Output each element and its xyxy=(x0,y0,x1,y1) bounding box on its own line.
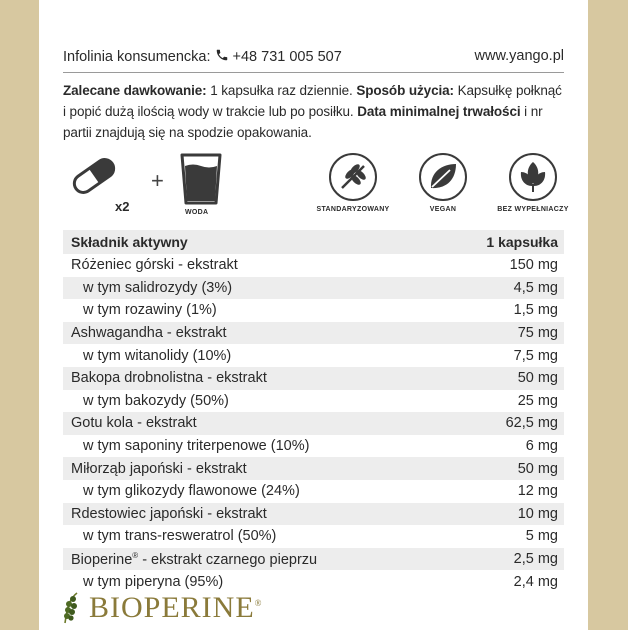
glass-icon xyxy=(179,152,223,211)
hotline xyxy=(63,48,342,66)
ingredient-name: Bakopa drobnolistna - ekstrakt xyxy=(71,370,267,387)
ingredient-name: Różeniec górski - ekstrakt xyxy=(71,257,238,274)
water-label: WODA xyxy=(185,209,209,216)
ingredient-name: w tym witanolidy (10%) xyxy=(83,347,232,364)
badge-label: VEGAN xyxy=(429,206,457,213)
divider xyxy=(63,72,564,73)
ingredients-table xyxy=(63,230,564,593)
table-row xyxy=(63,390,564,413)
badge-standardized xyxy=(303,152,403,213)
ingredient-name: w tym rozawiny (1%) xyxy=(83,302,217,319)
col-amount: 1 kapsułka xyxy=(486,234,558,250)
contact-line xyxy=(63,48,564,66)
badge-label: BEZ WYPEŁNIACZY xyxy=(497,206,569,213)
table-row xyxy=(63,412,564,435)
ingredient-name: w tym salidrozydy (3%) xyxy=(83,279,233,296)
ingredient-amount: 50 mg xyxy=(517,370,558,387)
ingredient-name: w tym trans-resweratrol (50%) xyxy=(83,528,277,545)
badge-no-fillers xyxy=(483,152,583,213)
usage-label: Sposób użycia: xyxy=(356,83,454,98)
table-row xyxy=(63,525,564,548)
table-row xyxy=(63,570,564,593)
ingredient-name: Ashwagandha - ekstrakt xyxy=(71,325,227,342)
capsule-count: x2 xyxy=(115,199,130,214)
expiry-label: Data minimalnej trwałości xyxy=(357,104,521,119)
table-row xyxy=(63,277,564,300)
table-row xyxy=(63,367,564,390)
leaves-icon xyxy=(508,152,558,202)
ingredient-amount: 50 mg xyxy=(517,460,558,477)
ingredient-name: Bioperine® - ekstrakt czarnego pieprzu xyxy=(71,550,318,568)
phone-number[interactable]: +48 731 005 507 xyxy=(232,49,342,65)
table-header xyxy=(63,230,564,254)
plus-sign: + xyxy=(151,168,164,193)
expiry-text: i nr partii znajdują się na spodzie opakowania. xyxy=(63,104,543,140)
ingredient-amount: 62,5 mg xyxy=(505,415,558,432)
hotline-label: Infolinia konsumencka: xyxy=(63,49,211,65)
icons-row xyxy=(63,152,569,222)
ingredient-amount: 5 mg xyxy=(525,528,558,545)
ingredient-amount: 150 mg xyxy=(509,257,558,274)
ingredient-name: Rdestowiec japoński - ekstrakt xyxy=(71,505,267,522)
dose-label: Zalecane dawkowanie: xyxy=(63,83,207,98)
usage-text: Kapsułkę połknąć i popić dużą ilością wody w trakcie lub po posiłku. xyxy=(63,83,562,119)
table-row xyxy=(63,548,564,571)
pepper-vine-icon xyxy=(59,591,85,625)
ingredient-name: w tym bakozydy (50%) xyxy=(83,392,229,409)
table-row xyxy=(63,480,564,503)
capsule-icon xyxy=(69,156,119,201)
ingredient-name: Gotu kola - ekstrakt xyxy=(71,415,197,432)
ingredient-amount: 2,4 mg xyxy=(513,573,558,590)
ingredient-amount: 75 mg xyxy=(517,325,558,342)
table-row xyxy=(63,254,564,277)
ingredient-name: w tym piperyna (95%) xyxy=(83,573,224,590)
ingredient-amount: 7,5 mg xyxy=(513,347,558,364)
badge-vegan xyxy=(393,152,493,213)
badge-label: STANDARYZOWANY xyxy=(316,206,390,213)
bioperine-logo xyxy=(59,591,263,625)
phone-icon xyxy=(215,48,229,66)
table-body xyxy=(63,254,564,593)
ingredient-amount: 10 mg xyxy=(517,505,558,522)
dosage-text xyxy=(63,80,568,143)
ingredient-amount: 25 mg xyxy=(517,392,558,409)
leaf-icon xyxy=(418,152,468,202)
ingredient-name: w tym glikozydy flawonowe (24%) xyxy=(83,483,300,500)
table-row xyxy=(63,457,564,480)
website-link[interactable]: www.yango.pl xyxy=(474,48,564,64)
brand-name: BIOPERINE® xyxy=(89,591,263,624)
dose-text: 1 kapsułka raz dziennie. xyxy=(206,83,357,98)
col-ingredient: Składnik aktywny xyxy=(71,234,188,250)
ingredient-amount: 12 mg xyxy=(517,483,558,500)
ingredient-amount: 6 mg xyxy=(525,438,558,455)
table-row xyxy=(63,344,564,367)
table-row xyxy=(63,322,564,345)
ingredient-amount: 4,5 mg xyxy=(513,279,558,296)
table-row xyxy=(63,435,564,458)
wheat-icon xyxy=(328,152,378,202)
table-row xyxy=(63,299,564,322)
ingredient-amount: 1,5 mg xyxy=(513,302,558,319)
ingredient-name: w tym saponiny triterpenowe (10%) xyxy=(83,438,310,455)
ingredient-amount: 2,5 mg xyxy=(513,551,558,568)
ingredient-name: Miłorząb japoński - ekstrakt xyxy=(71,460,247,477)
product-label xyxy=(39,0,588,630)
table-row xyxy=(63,503,564,526)
